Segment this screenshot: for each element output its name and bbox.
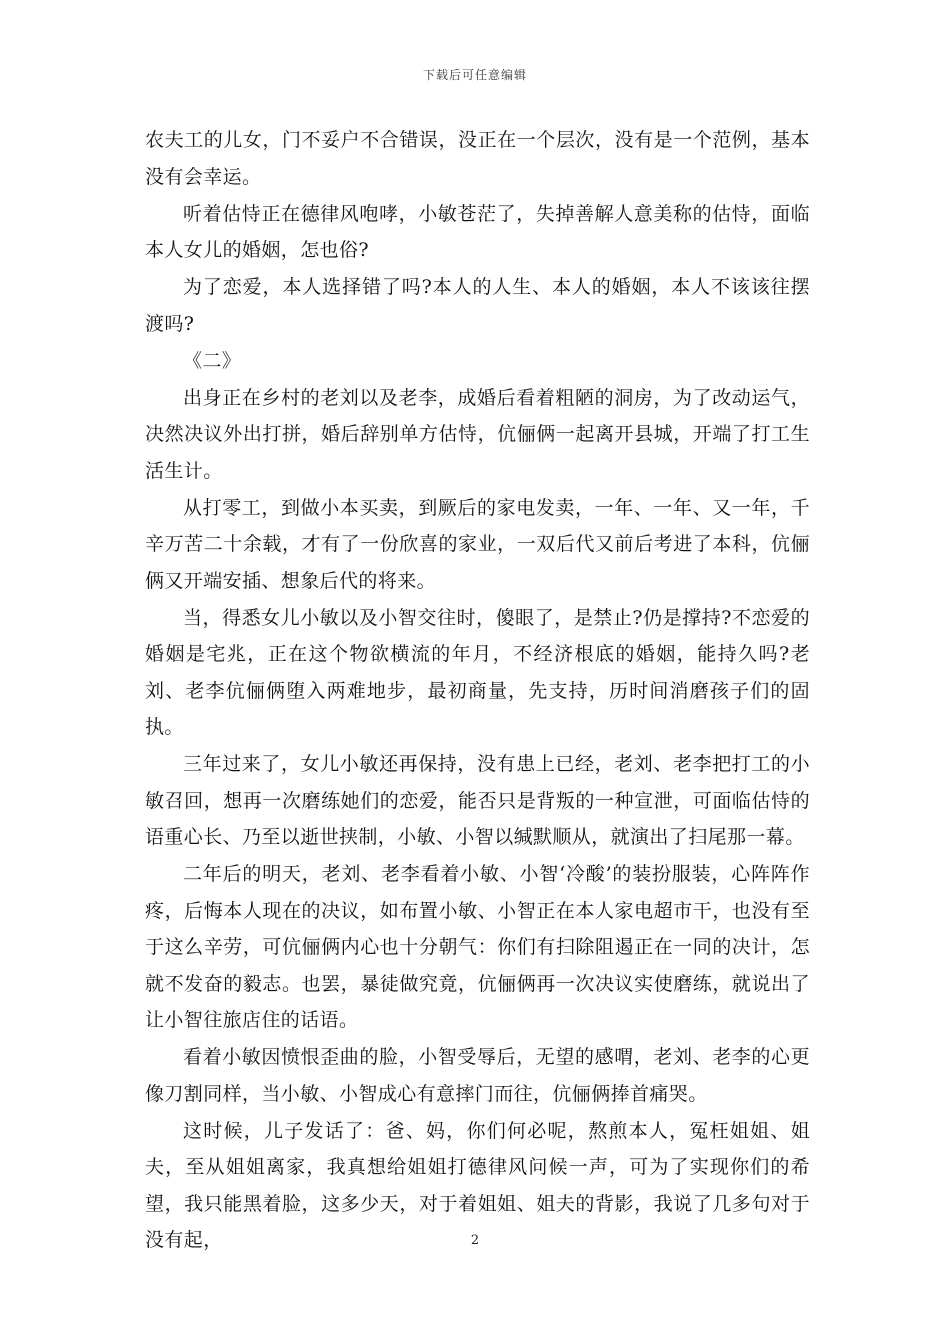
page-header: 下载后可任意编辑 (422, 68, 527, 82)
paragraph-9: 看着小敏因愤恨歪曲的脸，小智受辱后，无望的感喟，老刘、老李的心更像刀割同样，当小敏、小智成心有意摔门而往，伉俪俩捧首痛哭。 (145, 1046, 810, 1105)
paragraph-4: 出身正在乡村的老刘以及老李，成婚后看着粗陋的洞房，为了改动运气，决然决议外出打拼，婚后辞别单方估恃，伉俪俩一起离开县城，开端了打工生活生计。 (145, 386, 810, 482)
paragraph-3: 为了恋爱，本人选择错了吗?本人的人生、本人的婚姻，本人不该该往摆渡吗? (145, 276, 810, 335)
paragraph-8: 二年后的明天，老刘、老李看着小敏、小智‘冷酸’的装扮服装，心阵阵作疼，后悔本人现在的决议，如布置小敏、小智正在本人家电超市干，也没有至于这么辛劳，可伉俪俩内心也十分朝气：你们有扫除阻遏正在一同的决计，怎就不发奋的毅志。也罢，暴徒做究竟，伉俪俩再一次决议实使磨练，就说出了让小智往旅店住的话语。 (145, 863, 810, 1031)
paragraph-1: 农夫工的儿女，门不妥户不合错误，没正在一个层次，没有是一个范例，基本没有会幸运。 (145, 129, 810, 188)
page-number: 2 (470, 1233, 480, 1248)
paragraph-2: 听着估恃正在德律风咆哮，小敏苍茫了，失掉善解人意美称的估恃，面临本人女儿的婚姻，怎也俗? (145, 202, 810, 261)
paragraph-10: 这时候，儿子发话了：爸、妈，你们何必呢，熬煎本人，冤枉姐姐、姐夫，至从姐姐离家，我真想给姐姐打德律风问候一声，可为了实现你们的希望，我只能黑着脸，这多少天，对于着姐姐、姐夫的背影，我说了几多句对于没有起， (145, 1119, 810, 1251)
document-body (145, 122, 810, 1259)
paragraph-6: 当，得悉女儿小敏以及小智交往时，傻眼了，是禁止?仍是撑持?不恋爱的婚姻是宅兆，正在这个物欲横流的年月，不经济根底的婚姻，能持久吗?老刘、老李伉俪俩堕入两难地步，最初商量，先支持，历时间消磨孩子们的固执。 (145, 606, 810, 738)
section-heading: 《二》 (183, 349, 242, 372)
paragraph-7: 三年过来了，女儿小敏还再保持，没有患上已经，老刘、老李把打工的小敏召回，想再一次磨练她们的恋爱，能否只是背叛的一种宣泄，可面临估恃的语重心长、乃至以逝世挟制，小敏、小智以缄默顺从，就演出了扫尾那一幕。 (145, 753, 810, 848)
paragraph-5: 从打零工，到做小本买卖，到厥后的家电发卖，一年、一年、又一年，千辛万苦二十余载，才有了一份欣喜的家业，一双后代又前后考进了本科，伉俪俩又开端安插、想象后代的将来。 (145, 496, 810, 592)
